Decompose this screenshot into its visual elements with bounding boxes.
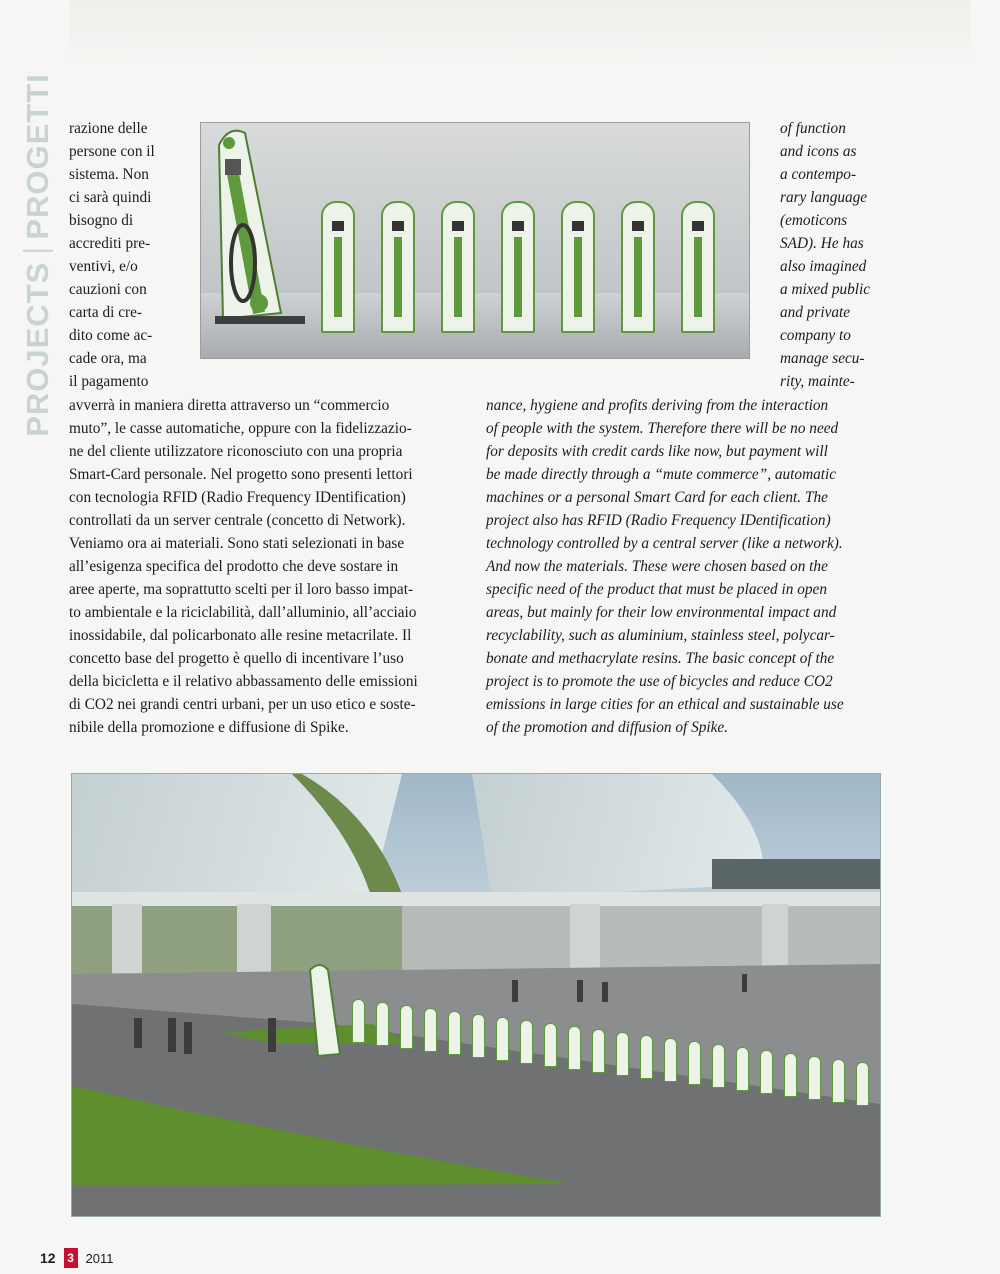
en-line: recyclability, such as aluminium, stainless steel, polycar- [486, 627, 835, 644]
it-line: di CO2 nei grandi centri urbani, per un uso etico e soste- [69, 696, 416, 713]
bike-dock-unit [381, 201, 415, 333]
it-wrap-line: razione delle [69, 120, 148, 137]
en-line: of people with the system. Therefore there will be no need [486, 420, 839, 437]
en-line: nance, hygiene and profits deriving from the interaction [486, 397, 829, 414]
station-scene-illustration [72, 774, 880, 1216]
en-line: bonate and methacrylate resins. The basic concept of the [486, 650, 835, 667]
en-wrap-line: (emoticons [780, 212, 848, 229]
bike-dock-unit [441, 201, 475, 333]
en-wrap-line: and icons as [780, 143, 857, 160]
en-wrap-line: rity, mainte- [780, 373, 855, 390]
scene-dock-row [352, 999, 880, 1129]
scene-dock-unit [352, 999, 365, 1043]
scene-dock-unit [616, 1032, 629, 1076]
scene-dock-unit [592, 1029, 605, 1073]
issue-year: 2011 [85, 1250, 114, 1266]
it-wrap-line: carta di cre- [69, 304, 143, 321]
scene-dock-unit [544, 1023, 557, 1067]
en-line: emissions in large cities for an ethical and sustainable use [486, 696, 844, 713]
en-line: project also has RFID (Radio Frequency IDentification) [486, 512, 831, 529]
it-wrap-line: ventivi, e/o [69, 258, 138, 275]
en-line: machines or a personal Smart Card for each client. The [486, 489, 828, 506]
en-wrap-line: manage secu- [780, 350, 865, 367]
en-line: of the promotion and diffusion of Spike. [486, 719, 729, 736]
en-wrap-line: SAD). He has [780, 235, 864, 252]
bike-dock-unit [321, 201, 355, 333]
bike-dock-unit [621, 201, 655, 333]
scene-dock-unit [688, 1041, 701, 1085]
it-line: to ambientale e la riciclabilità, dall’alluminio, all’acciaio [69, 604, 417, 621]
it-line: inossidabile, dal policarbonato alle resine metacrilate. Il [69, 627, 412, 644]
en-line: specific need of the product that must be placed in open [486, 581, 827, 598]
bleed-through [70, 0, 970, 70]
it-wrap-line: cauzioni con [69, 281, 147, 298]
scene-dock-unit [400, 1005, 413, 1049]
scene-dock-unit [472, 1014, 485, 1058]
scene-dock-unit [712, 1044, 725, 1088]
it-line: all’esigenza specifica del prodotto che deve sostare in [69, 558, 399, 575]
it-wrap-line: dito come ac- [69, 327, 153, 344]
section-label [18, 73, 58, 437]
scene-dock-unit [568, 1026, 581, 1070]
scene-dock-unit [640, 1035, 653, 1079]
scene-dock-unit [832, 1059, 845, 1103]
scene-dock-unit [808, 1056, 821, 1100]
scene-dock-unit [784, 1053, 797, 1097]
english-main-text [486, 394, 886, 739]
page-footer [40, 1248, 114, 1268]
issue-badge: 3 [64, 1248, 78, 1268]
en-line: be made directly through a “mute commerce”, automatic [486, 466, 837, 483]
it-wrap-line: accrediti pre- [69, 235, 151, 252]
en-line: And now the materials. These were chosen based on the [486, 558, 828, 575]
scene-dock-unit [856, 1062, 869, 1106]
it-line: Smart-Card personale. Nel progetto sono presenti lettori [69, 466, 413, 483]
scene-dock-unit [448, 1011, 461, 1055]
scene-dock-unit [376, 1002, 389, 1046]
dock-row [321, 193, 741, 333]
scene-dock-unit [520, 1020, 533, 1064]
page-number: 12 [40, 1250, 56, 1266]
en-line: areas, but mainly for their low environmental impact and [486, 604, 837, 621]
it-line: della bicicletta e il relativo abbassamento delle emissioni [69, 673, 418, 690]
scene-dock-unit [496, 1017, 509, 1061]
scene-dock-unit [664, 1038, 677, 1082]
en-wrap-line: a contempo- [780, 166, 857, 183]
it-line: avverrà in maniera diretta attraverso un “commercio [69, 397, 390, 414]
it-wrap-line: bisogno di [69, 212, 134, 229]
en-wrap-line: also imagined [780, 258, 867, 275]
scene-dock-unit [760, 1050, 773, 1094]
it-line: Veniamo ora ai materiali. Sono stati selezionati in base [69, 535, 405, 552]
en-line: project is to promote the use of bicycles and reduce CO2 [486, 673, 833, 690]
bike-dock-unit [501, 201, 535, 333]
italian-main-text [69, 394, 461, 739]
it-wrap-line: ci sarà quindi [69, 189, 152, 206]
en-wrap-line: rary language [780, 189, 868, 206]
bike-dock-unit [681, 201, 715, 333]
section-label-en: PROJECTS [20, 261, 55, 437]
it-line: controllati da un server centrale (concetto di Network). [69, 512, 406, 529]
en-wrap-line: a mixed public [780, 281, 871, 298]
en-line: for deposits with credit cards like now, but payment will [486, 443, 828, 460]
en-wrap-line: and private [780, 304, 851, 321]
en-wrap-line: of function [780, 120, 846, 137]
scene-dock-unit [424, 1008, 437, 1052]
english-wrap-text [780, 117, 900, 393]
bike-dock-unit [561, 201, 595, 333]
en-wrap-line: company to [780, 327, 851, 344]
it-line: concetto base del progetto è quello di incentivare l’uso [69, 650, 404, 667]
it-line: ne del cliente utilizzatore riconosciuto con una propria [69, 443, 403, 460]
italian-wrap-text [69, 117, 199, 393]
it-line: muto”, le casse automatiche, oppure con la fidelizzazio- [69, 420, 412, 437]
it-wrap-line: cade ora, ma [69, 350, 147, 367]
station-render-photo [71, 773, 881, 1217]
it-wrap-line: persone con il [69, 143, 155, 160]
section-label-divider [23, 250, 53, 252]
en-line: technology controlled by a central server (like a network). [486, 535, 843, 552]
it-wrap-line: sistema. Non [69, 166, 149, 183]
it-line: con tecnologia RFID (Radio Frequency IDentification) [69, 489, 406, 506]
section-label-it: PROGETTI [20, 73, 55, 240]
scene-dock-unit [736, 1047, 749, 1091]
it-wrap-line: il pagamento [69, 373, 149, 390]
bike-dock-product-photo [200, 122, 750, 359]
it-line: nibile della promozione e diffusione di Spike. [69, 719, 349, 736]
it-line: aree aperte, ma soprattutto scelti per il loro basso impat- [69, 581, 414, 598]
